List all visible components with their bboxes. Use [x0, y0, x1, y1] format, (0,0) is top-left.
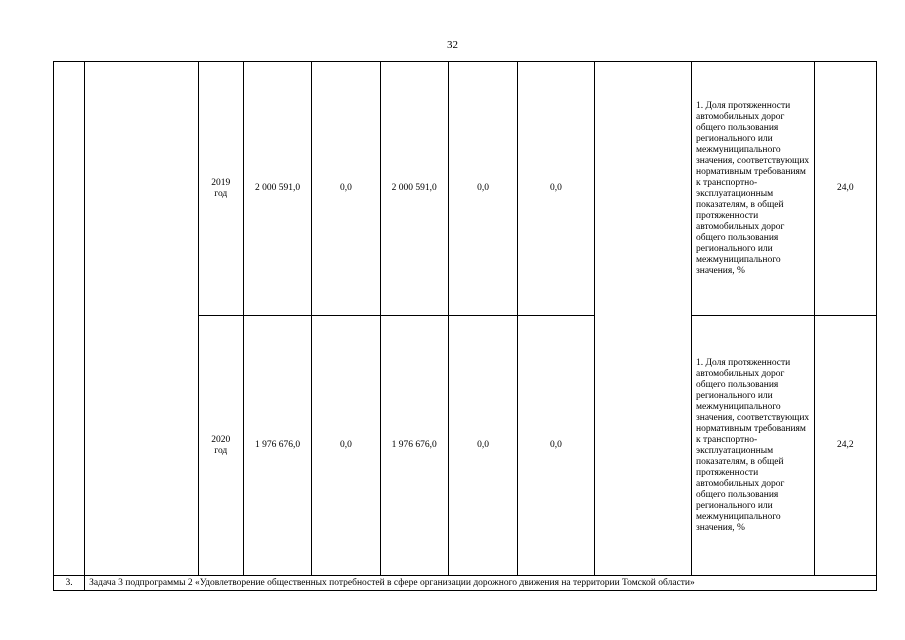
local-cell: 0,0 — [448, 316, 517, 576]
year-word: год — [214, 188, 228, 199]
federal-cell: 0,0 — [312, 62, 380, 316]
cell-empty-participant — [594, 62, 691, 576]
year-number: 2019 — [211, 177, 231, 188]
year-cell — [198, 62, 243, 316]
indicator-value-cell: 24,2 — [814, 316, 876, 576]
cell-empty-number — [54, 62, 85, 576]
total-cell: 1 976 676,0 — [243, 316, 311, 576]
program-table — [53, 61, 877, 591]
regional-cell: 1 976 676,0 — [380, 316, 448, 576]
task-number: 3. — [54, 576, 85, 591]
task-title: Задача 3 подпрограммы 2 «Удовлетворение общественных потребностей в сфере организации дорожного движения на территории Томской области» — [85, 576, 877, 591]
cell-empty-name — [85, 62, 199, 576]
year-number: 2020 — [211, 434, 231, 445]
table-row-2019 — [54, 62, 877, 316]
year-word: год — [214, 445, 228, 456]
local-cell: 0,0 — [448, 62, 517, 316]
indicator-cell: 1. Доля протяженности автомобильных дорог общего пользования регионального или межмуниципального значения, соответствующих нормативным требованиям к транспортно-эксплуатационным показателям, в общей протяженности автомобильных дорог общего пользования регионального или межмуниципального значения, % — [692, 316, 815, 576]
total-cell: 2 000 591,0 — [243, 62, 311, 316]
regional-cell: 2 000 591,0 — [380, 62, 448, 316]
year-cell — [198, 316, 243, 576]
page-number: 32 — [447, 39, 458, 51]
indicator-cell: 1. Доля протяженности автомобильных дорог общего пользования регионального или межмуниципального значения, соответствующих нормативным требованиям к транспортно-эксплуатационным показателям, в общей протяженности автомобильных дорог общего пользования регионального или межмуниципального значения, % — [692, 62, 815, 316]
federal-cell: 0,0 — [312, 316, 380, 576]
task-row — [54, 576, 877, 591]
other-cell: 0,0 — [518, 316, 594, 576]
other-cell: 0,0 — [518, 62, 594, 316]
indicator-value-cell: 24,0 — [814, 62, 876, 316]
